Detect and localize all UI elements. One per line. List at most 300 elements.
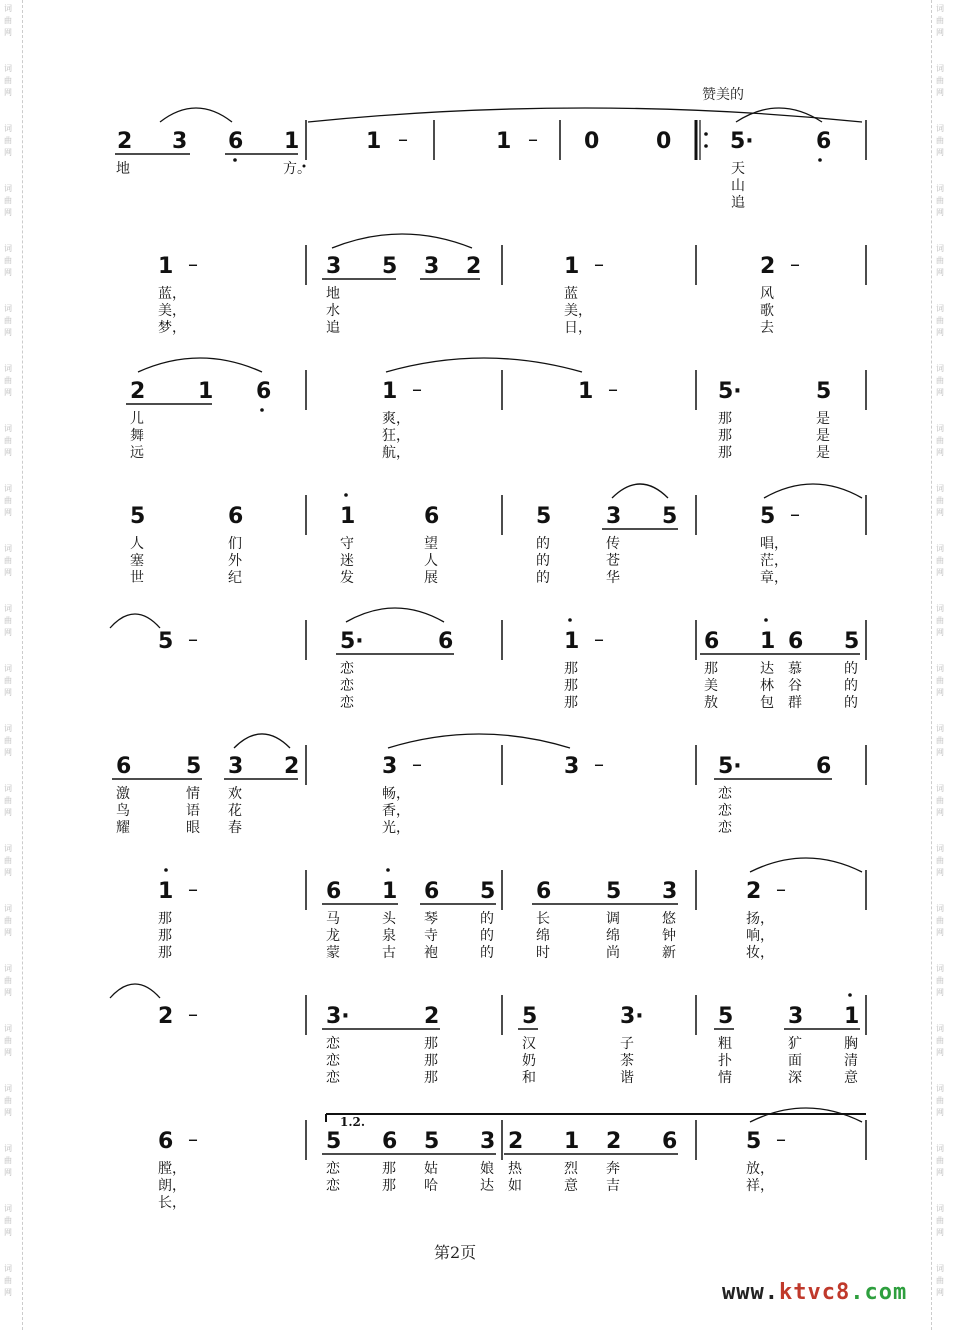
note-digit: 3·	[620, 1004, 644, 1029]
note-digit: 1	[340, 504, 356, 529]
watermark-char: 网	[4, 988, 12, 997]
repeat-dot	[704, 144, 708, 148]
watermark-char: 词	[936, 724, 944, 733]
watermark-char: 曲	[4, 556, 12, 565]
lyric-char: 美，	[158, 303, 186, 319]
watermark-char: 词	[4, 544, 12, 553]
watermark-char: 网	[4, 688, 12, 697]
lyric-char: 那	[564, 678, 578, 694]
watermark-char: 词	[936, 544, 944, 553]
lyric-char: 儿	[130, 411, 144, 427]
lyric-char: 蒙	[326, 945, 340, 961]
lyric-char: 茫，	[760, 553, 788, 569]
lyric-char: 清	[844, 1053, 858, 1069]
watermark-char: 词	[936, 784, 944, 793]
note-digit: 2	[508, 1129, 524, 1154]
watermark-char: 词	[936, 664, 944, 673]
watermark-char: 曲	[4, 676, 12, 685]
note-digit: 5	[746, 1129, 762, 1154]
watermark-char: 词	[4, 784, 12, 793]
lyric-char: 奶	[522, 1053, 536, 1069]
lyric-char: 意	[564, 1178, 578, 1194]
watermark-char: 网	[4, 868, 12, 877]
note-digit: 5	[480, 879, 496, 904]
lyric-char: 恋	[340, 678, 354, 694]
lyric-char: 的	[844, 695, 858, 711]
note-digit: 1	[844, 1004, 860, 1029]
lyric-char: 慕	[788, 661, 802, 677]
site-logo-part-1: www.	[722, 1280, 779, 1305]
note-digit: 2	[284, 754, 300, 779]
lyric-char: 朗，	[158, 1178, 186, 1194]
watermark-char: 词	[4, 1204, 12, 1213]
lyric-char: 包	[760, 695, 774, 711]
lyric-char: 地	[116, 161, 130, 177]
watermark-char: 词	[936, 124, 944, 133]
watermark-char: 词	[4, 124, 12, 133]
watermark-char: 曲	[4, 1096, 12, 1105]
watermark-char: 曲	[4, 1036, 12, 1045]
watermark-char: 网	[4, 448, 12, 457]
watermark-char: 网	[936, 868, 944, 877]
note-digit: 6	[326, 879, 342, 904]
lyric-char: 扑	[718, 1053, 732, 1069]
watermark-char: 词	[4, 244, 12, 253]
watermark-char: 曲	[936, 376, 944, 385]
lyric-char: 热	[508, 1161, 522, 1177]
lyric-char: 的	[480, 911, 494, 927]
lyric-char: 畅，	[382, 786, 410, 802]
high-octave-dot	[764, 618, 768, 622]
note-digit: 3	[564, 754, 580, 779]
slur-arc	[234, 734, 290, 748]
slur-arc	[764, 484, 862, 498]
watermark-char: 词	[4, 4, 12, 13]
watermark-char: 曲	[4, 616, 12, 625]
note-digit: 1	[158, 254, 174, 279]
watermark-char: 网	[4, 208, 12, 217]
lyric-char: 去	[760, 320, 774, 336]
note-digit: 3	[606, 504, 622, 529]
slur-arc	[750, 858, 862, 872]
watermark-char: 曲	[936, 976, 944, 985]
note-dash: –	[776, 1127, 786, 1151]
note-digit: 6	[536, 879, 552, 904]
slur-arc	[110, 614, 160, 628]
lyric-char: 奔	[606, 1161, 620, 1177]
note-digit: 5	[158, 629, 174, 654]
lyric-char: 姑	[424, 1161, 438, 1177]
lyric-char: 古	[382, 945, 396, 961]
lyric-char: 苍	[606, 553, 620, 569]
lyric-char: 林	[760, 678, 774, 694]
watermark-char: 网	[4, 1228, 12, 1237]
watermark-char: 词	[936, 364, 944, 373]
watermark-char: 词	[4, 424, 12, 433]
lyric-char: 尚	[606, 945, 620, 961]
watermark-char: 曲	[936, 1096, 944, 1105]
lyric-char: 恋	[718, 820, 732, 836]
note-dash: –	[594, 752, 604, 776]
note-digit: 3	[382, 754, 398, 779]
note-digit: 0	[584, 129, 600, 154]
lyric-char: 意	[844, 1070, 858, 1086]
note-dash: –	[528, 127, 538, 151]
lyric-char: 吉	[606, 1178, 620, 1194]
watermark-char: 曲	[936, 436, 944, 445]
lyric-char: 是	[816, 411, 830, 427]
lyric-char: 的	[844, 678, 858, 694]
watermark-char: 词	[936, 604, 944, 613]
watermark-char: 网	[936, 748, 944, 757]
lyric-char: 新	[662, 945, 676, 961]
lyric-char: 头	[382, 911, 396, 927]
watermark-char: 网	[936, 448, 944, 457]
watermark-char: 网	[4, 268, 12, 277]
lyric-char: 和	[522, 1070, 536, 1086]
lyric-char: 那	[158, 928, 172, 944]
watermark-char: 词	[936, 844, 944, 853]
volta-label: 1.2.	[340, 1115, 366, 1129]
lyric-char: 远	[130, 445, 144, 461]
watermark-char: 词	[4, 844, 12, 853]
high-octave-dot	[344, 493, 348, 497]
note-digit: 6	[116, 754, 132, 779]
note-digit: 2	[466, 254, 482, 279]
watermark-char: 词	[4, 604, 12, 613]
lyric-char: 膛，	[158, 1161, 186, 1177]
watermark-char: 网	[4, 1168, 12, 1177]
watermark-char: 曲	[936, 796, 944, 805]
watermark-char: 词	[4, 184, 12, 193]
lyric-char: 悠	[662, 911, 676, 927]
watermark-char: 网	[4, 1048, 12, 1057]
lyric-char: 那	[424, 1036, 438, 1052]
low-octave-dot	[233, 158, 237, 162]
lyric-char: 迷	[340, 553, 354, 569]
lyric-char: 那	[704, 661, 718, 677]
lyric-char: 绵	[536, 928, 550, 944]
watermark-char: 曲	[4, 796, 12, 805]
lyric-char: 光，	[382, 820, 410, 836]
note-digit: 3·	[326, 1004, 350, 1029]
note-digit: 1	[284, 129, 300, 154]
watermark-char: 网	[936, 628, 944, 637]
slur-arc	[332, 234, 472, 248]
watermark-char: 网	[4, 88, 12, 97]
watermark-char: 网	[4, 568, 12, 577]
note-digit: 1	[760, 629, 776, 654]
high-octave-dot	[568, 618, 572, 622]
lyric-char: 达	[480, 1178, 494, 1194]
lyric-char: 展	[424, 570, 438, 586]
watermark-char: 曲	[4, 136, 12, 145]
lyric-char: 达	[760, 661, 774, 677]
watermark-char: 曲	[4, 736, 12, 745]
lyric-char: 恋	[718, 803, 732, 819]
lyric-char: 追	[326, 320, 340, 336]
watermark-char: 网	[936, 1228, 944, 1237]
watermark-char: 词	[936, 244, 944, 253]
watermark-char: 曲	[4, 496, 12, 505]
note-digit: 1	[158, 879, 174, 904]
lyric-char: 山	[731, 178, 745, 194]
lyric-char: 舞	[130, 428, 144, 444]
lyric-char: 犷	[788, 1036, 802, 1052]
note-dash: –	[776, 877, 786, 901]
note-dash: –	[594, 252, 604, 276]
lyric-char: 恋	[326, 1036, 340, 1052]
lyric-char: 语	[186, 803, 200, 819]
site-logo-part-3: .com	[850, 1280, 908, 1305]
note-digit: 0	[656, 129, 672, 154]
note-dash: –	[398, 127, 408, 151]
lyric-char: 欢	[228, 786, 242, 802]
lyric-char: 那	[564, 661, 578, 677]
watermark-char: 词	[4, 1084, 12, 1093]
watermark-char: 曲	[4, 76, 12, 85]
lyric-char: 发	[340, 570, 354, 586]
note-digit: 6	[438, 629, 454, 654]
watermark-char: 网	[4, 1108, 12, 1117]
watermark-char: 网	[4, 1288, 12, 1297]
watermark-char: 词	[4, 964, 12, 973]
lyric-char: 歌	[760, 303, 774, 319]
lyric-char: 香，	[382, 803, 410, 819]
lyric-char: 敖	[704, 695, 718, 711]
lyric-char: 妆，	[746, 945, 774, 961]
watermark-char: 词	[4, 304, 12, 313]
watermark-char: 网	[936, 328, 944, 337]
watermark-char: 曲	[4, 316, 12, 325]
note-digit: 1	[382, 879, 398, 904]
lyric-char: 烈	[564, 1161, 578, 1177]
watermark-char: 词	[936, 904, 944, 913]
lyric-char: 华	[606, 570, 620, 586]
watermark-char: 网	[936, 508, 944, 517]
watermark-char: 网	[4, 388, 12, 397]
note-digit: 3	[326, 254, 342, 279]
watermark-char: 曲	[4, 1216, 12, 1225]
note-digit: 1	[564, 254, 580, 279]
watermark-char: 曲	[4, 916, 12, 925]
note-digit: 2	[130, 379, 146, 404]
watermark-char: 曲	[936, 496, 944, 505]
note-dash: –	[188, 252, 198, 276]
slur-arc	[346, 608, 444, 622]
slur-arc	[160, 108, 232, 122]
watermark-char: 网	[4, 148, 12, 157]
note-digit: 1	[578, 379, 594, 404]
lyric-char: 纪	[228, 570, 242, 586]
lyric-char: 望	[424, 536, 438, 552]
note-digit: 6	[662, 1129, 678, 1154]
lyric-char: 马	[326, 911, 340, 927]
watermark-char: 词	[936, 424, 944, 433]
note-digit: 5	[718, 1004, 734, 1029]
note-digit: 5·	[718, 754, 742, 779]
lyric-char: 春	[228, 820, 242, 836]
watermark-char: 曲	[936, 1276, 944, 1285]
note-digit: 5	[130, 504, 146, 529]
lyric-char: 的	[844, 661, 858, 677]
lyric-char: 娘	[480, 1161, 494, 1177]
lyric-char: 美，	[564, 303, 592, 319]
note-digit: 1	[382, 379, 398, 404]
lyric-char: 日，	[564, 320, 592, 336]
lyric-char: 章，	[760, 570, 788, 586]
lyric-char: 世	[130, 570, 144, 586]
note-digit: 6	[704, 629, 720, 654]
watermark-char: 词	[4, 64, 12, 73]
lyric-char: 爽，	[382, 411, 410, 427]
lyric-char: 塞	[130, 553, 144, 569]
lyric-char: 袍	[424, 945, 438, 961]
lyric-char: 追	[731, 195, 745, 211]
lyric-char: 恋	[326, 1070, 340, 1086]
note-digit: 2	[760, 254, 776, 279]
watermark-char: 曲	[936, 556, 944, 565]
watermark-char: 词	[4, 364, 12, 373]
watermark-char: 网	[4, 928, 12, 937]
watermark-char: 网	[936, 1048, 944, 1057]
lyric-char: 水	[326, 303, 340, 319]
lyric-char: 们	[228, 536, 242, 552]
note-digit: 2	[424, 1004, 440, 1029]
watermark-char: 网	[936, 28, 944, 37]
note-digit: 6	[788, 629, 804, 654]
site-logo	[722, 1280, 907, 1305]
lyric-char: 梦，	[158, 320, 186, 336]
lyric-char: 蓝，	[158, 286, 186, 302]
watermark-char: 词	[936, 484, 944, 493]
lyric-char: 情	[186, 786, 200, 802]
watermark-char: 曲	[936, 136, 944, 145]
watermark-char: 曲	[936, 1216, 944, 1225]
lyric-char: 唱，	[760, 536, 788, 552]
note-dash: –	[790, 502, 800, 526]
lyric-char: 恋	[326, 1053, 340, 1069]
slur-arc	[386, 358, 582, 372]
lyric-char: 的	[480, 928, 494, 944]
lyric-char: 是	[816, 445, 830, 461]
site-logo-part-2: ktvc8	[778, 1280, 851, 1305]
lyric-char: 那	[424, 1053, 438, 1069]
note-digit: 3	[788, 1004, 804, 1029]
lyric-char: 地	[326, 286, 340, 302]
watermark-char: 网	[936, 928, 944, 937]
lyric-char: 长，	[158, 1195, 186, 1211]
note-digit: 5	[522, 1004, 538, 1029]
lyric-char: 祥，	[746, 1178, 774, 1194]
lyric-char: 绵	[606, 928, 620, 944]
lyric-char: 鸟	[116, 803, 130, 819]
header-text: 赞美的	[702, 87, 744, 103]
lyric-char: 那	[158, 945, 172, 961]
watermark-char: 曲	[4, 1156, 12, 1165]
note-digit: 5	[606, 879, 622, 904]
lyric-char: 风	[760, 286, 774, 302]
watermark-char: 网	[936, 88, 944, 97]
high-octave-dot	[386, 868, 390, 872]
lyric-char: 群	[788, 695, 802, 711]
watermark-char: 曲	[936, 76, 944, 85]
lyric-char: 汉	[522, 1036, 536, 1052]
lyric-char: 的	[536, 536, 550, 552]
note-digit: 1	[564, 629, 580, 654]
watermark-char: 网	[936, 808, 944, 817]
lyric-char: 那	[382, 1161, 396, 1177]
lyric-char: 龙	[326, 928, 340, 944]
watermark-char: 词	[936, 184, 944, 193]
lyric-char: 那	[424, 1070, 438, 1086]
lyric-char: 情	[718, 1070, 732, 1086]
note-digit: 5·	[340, 629, 364, 654]
lyric-char: 谷	[788, 678, 802, 694]
note-digit: 6	[816, 129, 832, 154]
lyric-char: 琴	[424, 911, 438, 927]
lyric-char: 航，	[382, 445, 410, 461]
note-dash: –	[594, 627, 604, 651]
watermark-char: 词	[4, 904, 12, 913]
note-dash: –	[188, 1002, 198, 1026]
lyric-char: 调	[606, 911, 620, 927]
watermark-char: 网	[4, 628, 12, 637]
watermark-char: 曲	[936, 736, 944, 745]
watermark-char: 曲	[936, 676, 944, 685]
lyric-char: 恋	[326, 1178, 340, 1194]
note-digit: 5	[844, 629, 860, 654]
lyric-char: 人	[424, 553, 438, 569]
note-dash: –	[188, 1127, 198, 1151]
lyric-char: 那	[158, 911, 172, 927]
lyric-char: 方。	[283, 161, 311, 177]
slur-arc	[110, 984, 160, 998]
watermark-char: 曲	[936, 316, 944, 325]
note-digit: 5·	[730, 129, 754, 154]
lyric-char: 传	[606, 536, 620, 552]
note-dash: –	[188, 877, 198, 901]
watermark-char: 曲	[4, 16, 12, 25]
note-digit: 2	[158, 1004, 174, 1029]
slur-arc	[612, 484, 668, 498]
note-digit: 1	[198, 379, 214, 404]
lyric-char: 那	[718, 411, 732, 427]
note-digit: 3	[662, 879, 678, 904]
watermark-char: 曲	[4, 196, 12, 205]
lyric-char: 天	[731, 161, 745, 177]
lyric-char: 钟	[662, 928, 676, 944]
lyric-char: 如	[508, 1178, 522, 1194]
watermark-char: 词	[936, 1144, 944, 1153]
watermark-char: 词	[936, 64, 944, 73]
lyric-char: 子	[620, 1036, 634, 1052]
note-digit: 6	[424, 879, 440, 904]
lyric-char: 蓝	[564, 286, 578, 302]
note-digit: 2	[606, 1129, 622, 1154]
lyric-char: 的	[536, 553, 550, 569]
watermark-char: 词	[936, 1084, 944, 1093]
note-dash: –	[608, 377, 618, 401]
note-digit: 5	[326, 1129, 342, 1154]
lyric-char: 花	[228, 803, 242, 819]
note-digit: 6	[382, 1129, 398, 1154]
watermark-char: 曲	[936, 16, 944, 25]
watermark-char: 曲	[936, 1036, 944, 1045]
note-digit: 6	[256, 379, 272, 404]
high-octave-dot	[848, 993, 852, 997]
lyric-char: 谐	[620, 1070, 634, 1086]
